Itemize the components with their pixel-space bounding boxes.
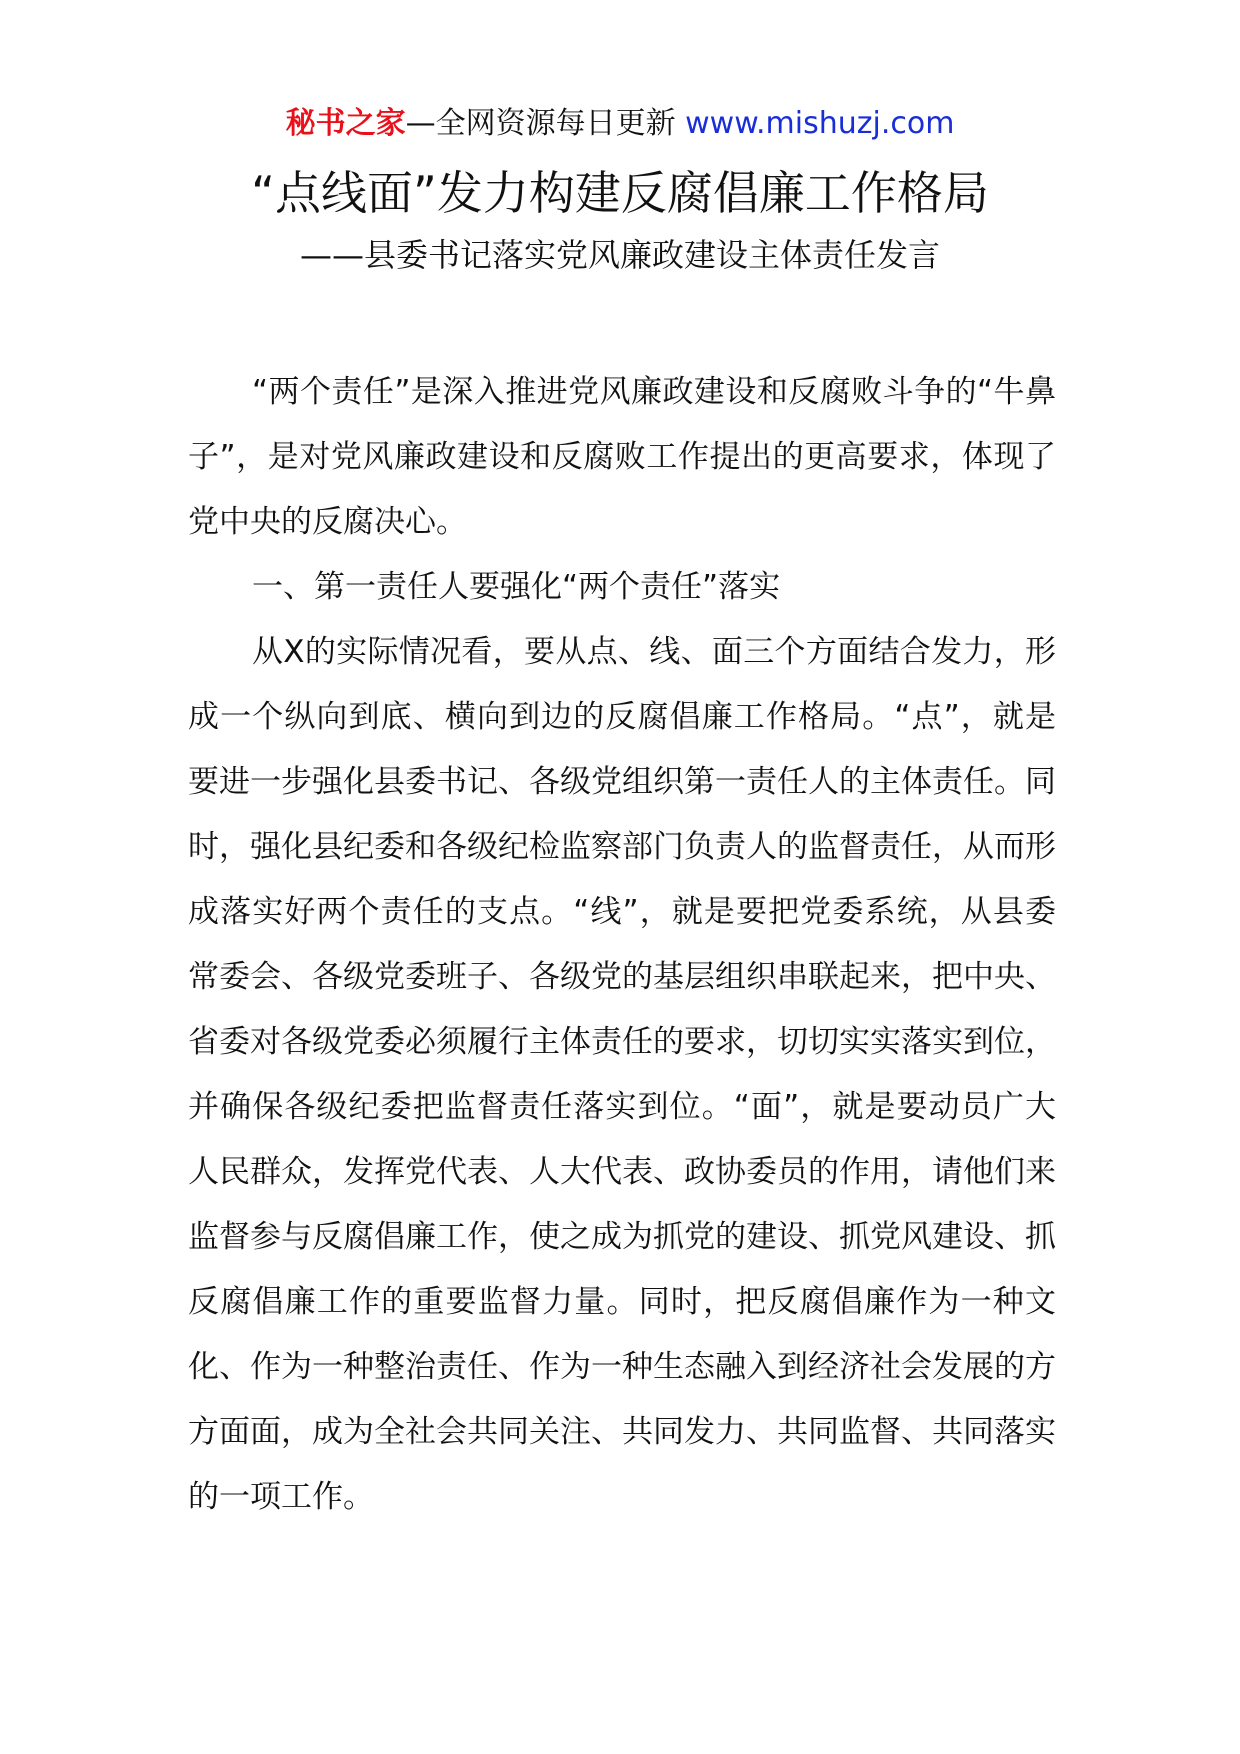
site-url-link[interactable]: www.mishuzj.com <box>685 106 955 141</box>
body-paragraph: 从X的实际情况看，要从点、线、面三个方面结合发力，形成一个纵向到底、横向到边的反腐倡廉工作格局。“点”，就是要进一步强化县委书记、各级党组织第一责任人的主体责任。同时，强化县纪委和各级纪检监察部门负责人的监督责任，从而形成落实好两个责任的支点。“线”，就是要把党委系统，从县委常委会、各级党委班子、各级党的基层组织串联起来，把中央、省委对各级党委必须履行主体责任的要求，切切实实落实到位，并确保各级纪委把监督责任落实到位。“面”，就是要动员广大人民群众，发挥党代表、人大代表、政协委员的作用，请他们来监督参与反腐倡廉工作，使之成为抓党的建设、抓党风建设、抓反腐倡廉工作的重要监督力量。同时，把反腐倡廉作为一种文化、作为一种整治责任、作为一种生态融入到经济社会发展的方方面面，成为全社会共同关注、共同发力、共同监督、共同落实的一项工作。 <box>188 634 1056 1515</box>
site-header <box>0 100 1240 148</box>
document-subtitle: ——县委书记落实党风廉政建设主体责任发言 <box>299 236 940 274</box>
site-brand: 秘书之家 <box>285 106 406 141</box>
intro-paragraph: “两个责任”是深入推进党风廉政建设和反腐败斗争的“牛鼻子”，是对党风廉政建设和反腐败工作提出的更高要求，体现了党中央的反腐决心。 <box>188 374 1056 540</box>
document-title: “点线面”发力构建反腐倡廉工作格局 <box>251 166 989 220</box>
section-heading: 一、第一责任人要强化“两个责任”落实 <box>252 569 781 605</box>
site-tagline: —全网资源每日更新 <box>405 106 686 141</box>
document-body <box>188 360 1056 1530</box>
